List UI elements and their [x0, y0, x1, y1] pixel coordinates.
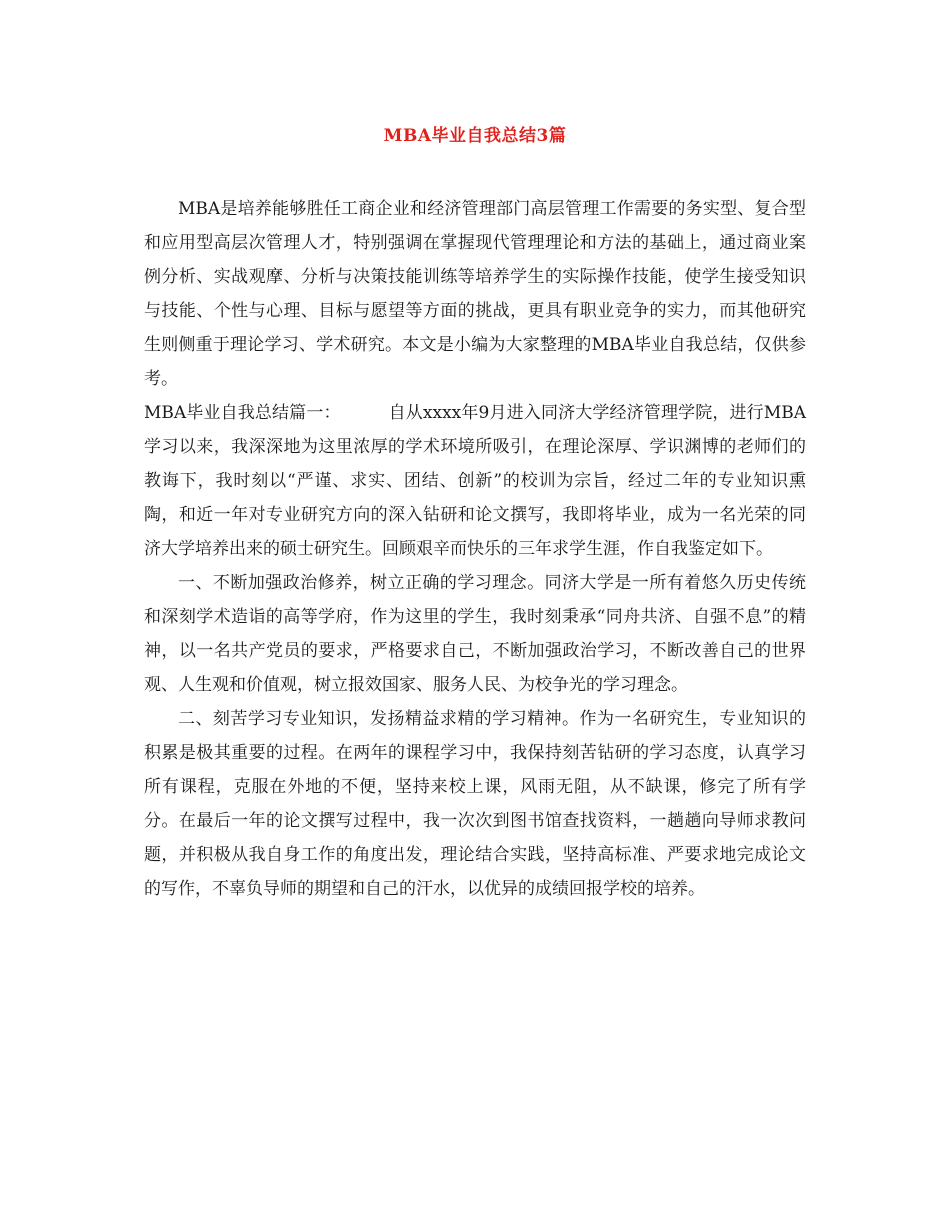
section-one-paragraph — [144, 396, 806, 566]
point-two-paragraph: 二、刻苦学习专业知识，发扬精益求精的学习精神。作为一名研究生，专业知识的积累是极其重要的过程。在两年的课程学习中，我保持刻苦钻研的学习态度，认真学习所有课程，克服在外地的不便，坚持来校上课，风雨无阻，从不缺课，修完了所有学分。在最后一年的论文撰写过程中，我一次次到图书馆查找资料，一趟趟向导师求教问题，并积极从我自身工作的角度出发，理论结合实践，坚持高标准、严要求地完成论文的写作，不辜负导师的期望和自己的汗水，以优异的成绩回报学校的培养。 — [144, 709, 806, 899]
section-one-text: 自从xxxx年9月进入同济大学经济管理学院，进行MBA学习以来，我深深地为这里浓厚的学术环境所吸引，在理论深厚、学识渊博的老师们的教诲下，我时刻以“严谨、求实、团结、创新”的校训为宗旨，经过二年的专业知识熏陶，和近一年对专业研究方向的深入钻研和论文撰写，我即将毕业，成为一名光荣的同济大学培养出来的硕士研究生。回顾艰辛而快乐的三年求学生涯，作自我鉴定如下。 — [144, 403, 806, 559]
intro-paragraph: MBA是培养能够胜任工商企业和经济管理部门高层管理工作需要的务实型、复合型和应用型高层次管理人才，特别强调在掌握现代管理理论和方法的基础上，通过商业案例分析、实战观摩、分析与决策技能训练等培养学生的实际操作技能，使学生接受知识与技能、个性与心理、目标与愿望等方面的挑战，更具有职业竞争的实力，而其他研究生则侧重于理论学习、学术研究。本文是小编为大家整理的MBA毕业自我总结，仅供参考。 — [144, 199, 806, 389]
document-title: MBA毕业自我总结3篇 — [383, 126, 567, 146]
section-one-label: MBA毕业自我总结篇一： — [144, 403, 341, 423]
document-body — [144, 192, 806, 906]
point-one-paragraph: 一、不断加强政治修养，树立正确的学习理念。同济大学是一所有着悠久历史传统和深刻学术造诣的高等学府，作为这里的学生，我时刻秉承“同舟共济、自强不息”的精神，以一名共产党员的要求，严格要求自己，不断加强政治学习，不断改善自己的世界观、人生观和价值观，树立报效国家、服务人民、为校争光的学习理念。 — [144, 573, 806, 695]
